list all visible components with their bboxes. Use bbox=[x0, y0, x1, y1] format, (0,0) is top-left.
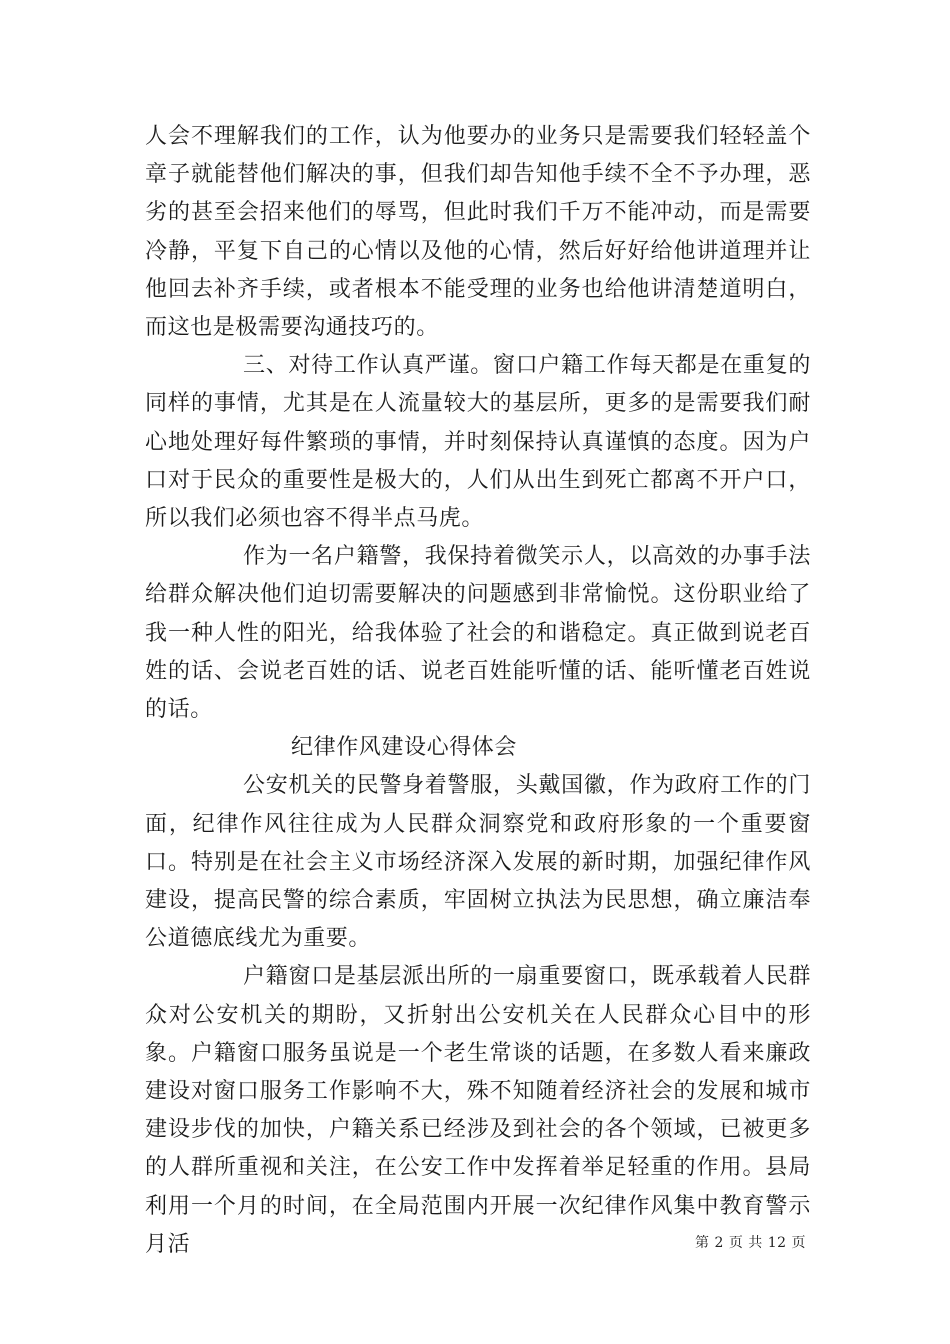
paragraph-continued: 人会不理解我们的工作，认为他要办的业务只是需要我们轻轻盖个章子就能替他们解决的事，但我们却告知他手续不全不予办理，恶劣的甚至会招来他们的辱骂，但此时我们千万不能冲动，而是需要冷静，平复下自己的心情以及他的心情，然后好好给他讲道理并让他回去补齐手续，或者根本不能受理的业务也给他讲清楚道明白，而这也是极需要沟通技巧的。 bbox=[145, 124, 811, 341]
paragraph-household-police: 作为一名户籍警，我保持着微笑示人，以高效的办事手法给群众解决他们迫切需要解决的问题感到非常愉悦。这份职业给了我一种人性的阳光，给我体验了社会的和谐稳定。真正做到说老百姓的话、会说老百姓的话、说老百姓能听懂的话、能听懂老百姓说的话。 bbox=[145, 544, 811, 723]
paragraph-discipline-intro: 公安机关的民警身着警服，头戴国徽，作为政府工作的门面，纪律作风往往成为人民群众洞察党和政府形象的一个重要窗口。特别是在社会主义市场经济深入发展的新时期，加强纪律作风建设，提高民警的综合素质，牢固树立执法为民思想，确立廉洁奉公道德底线尤为重要。 bbox=[145, 773, 811, 952]
paragraph-household-window: 户籍窗口是基层派出所的一扇重要窗口，既承载着人民群众对公安机关的期盼，又折射出公安机关在人民群众心目中的形象。户籍窗口服务虽说是一个老生常谈的话题，在多数人看来廉政建设对窗口服务工作影响不大，殊不知随着经济社会的发展和城市建设步伐的加快，户籍关系已经涉及到社会的各个领域，已被更多的人群所重视和关注，在公安工作中发挥着举足轻重的作用。县局利用一个月的时间，在全局范围内开展一次纪律作风集中教育警示月活 bbox=[145, 964, 811, 1257]
paragraph-work-attitude: 三、对待工作认真严谨。窗口户籍工作每天都是在重复的同样的事情，尤其是在人流量较大的基层所，更多的是需要我们耐心地处理好每件繁琐的事情，并时刻保持认真谨慎的态度。因为户口对于民众的重要性是极大的，人们从出生到死亡都离不开户口，所以我们必须也容不得半点马虎。 bbox=[145, 353, 811, 532]
document-body bbox=[145, 118, 811, 1264]
page-number-footer: 第 2 页 共 12 页 bbox=[695, 1235, 806, 1251]
section-title: 纪律作风建设心得体会 bbox=[291, 735, 518, 761]
